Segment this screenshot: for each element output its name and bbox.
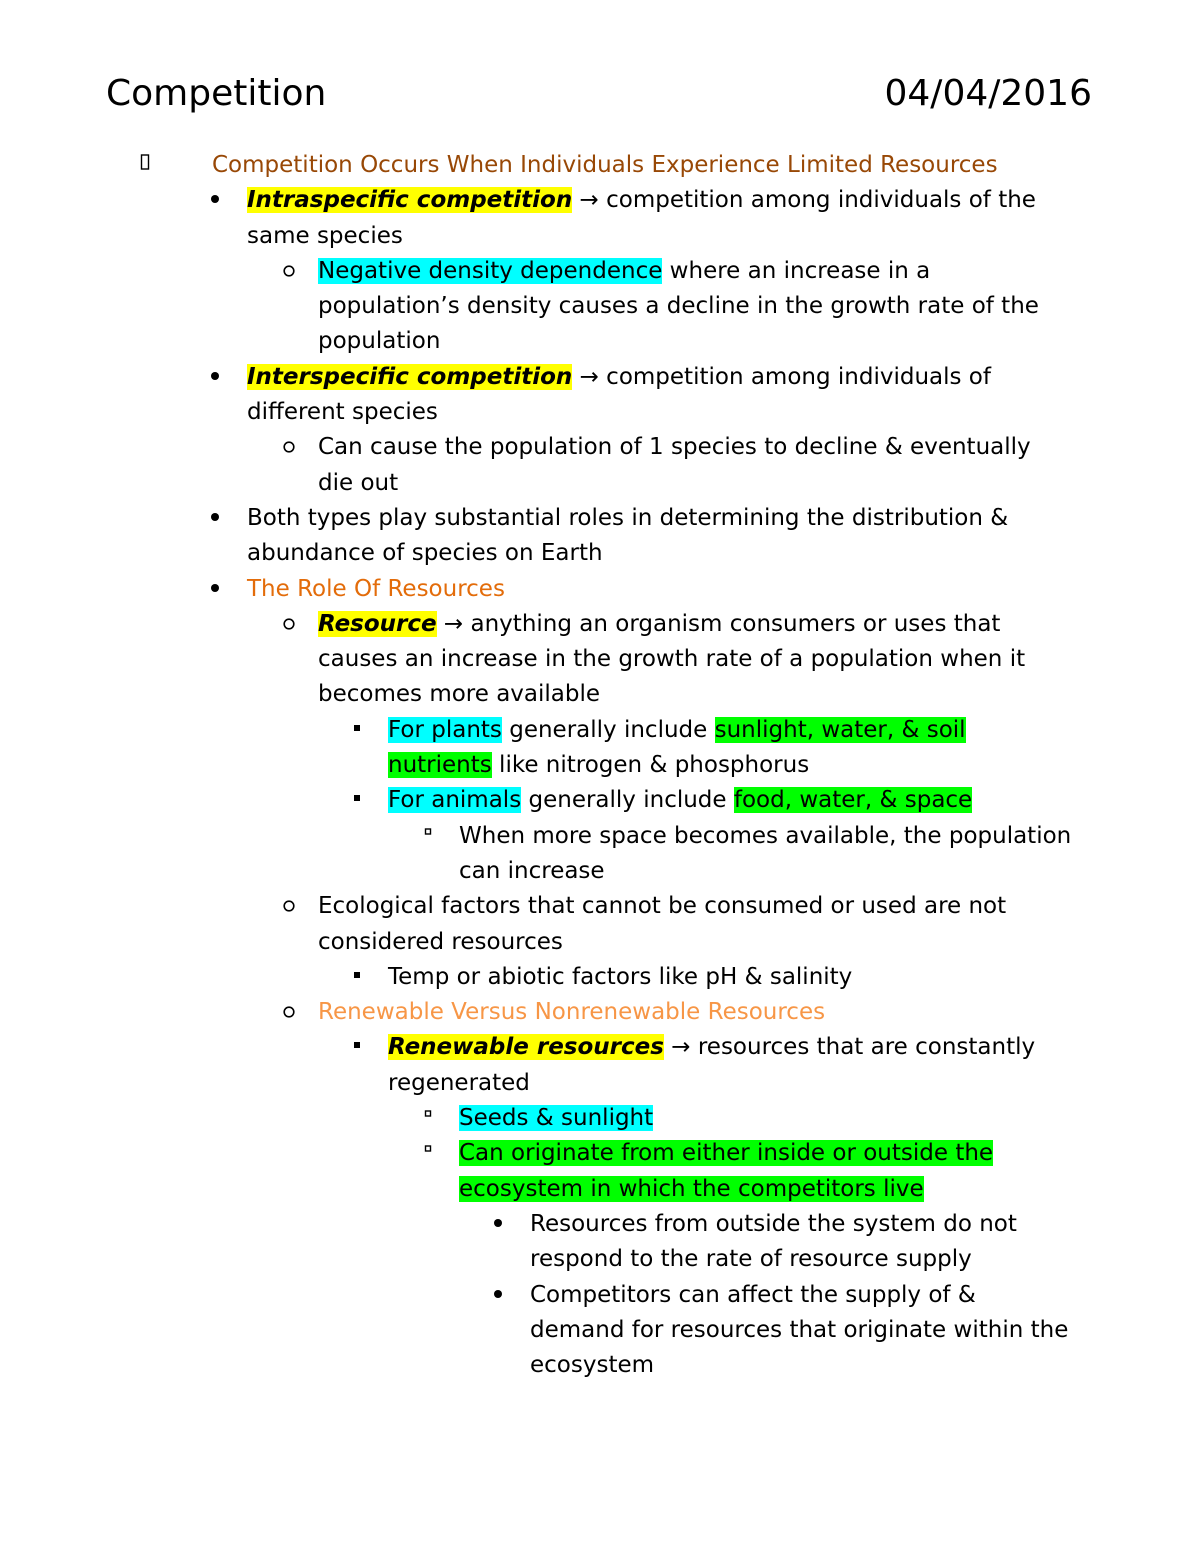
- originate-text: Can originate from either inside or outside the ecosystem in which the competitors live: [459, 1140, 994, 1202]
- definition-intraspecific: competition among individuals of the same species: [247, 187, 1036, 249]
- animals-mid: generally include: [521, 787, 734, 814]
- list-item-role-of-resources: [0, 572, 1072, 607]
- bullet-icon: [204, 183, 226, 218]
- term-negative-density: Negative density dependence: [318, 257, 663, 284]
- term-interspecific: Interspecific competition: [247, 363, 573, 390]
- arrow-icon: →: [579, 363, 599, 390]
- list-item-both-types: [0, 501, 1072, 572]
- list-item-interspecific: [0, 360, 1072, 431]
- bullet-icon: [204, 501, 226, 536]
- seeds-text: Seeds & sunlight: [459, 1105, 654, 1132]
- bullet-icon: [204, 572, 226, 607]
- arrow-icon: →: [671, 1034, 691, 1061]
- document-title: Competition: [106, 73, 327, 114]
- square-bullet-icon: [346, 783, 368, 818]
- list-item-outside-system: [0, 1207, 1072, 1278]
- term-resource: Resource: [318, 610, 437, 637]
- bullet-icon: [487, 1207, 509, 1242]
- circle-bullet-icon: [278, 889, 300, 924]
- renew-heading-text: Renewable Versus Nonrenewable Resources: [318, 999, 826, 1026]
- small-square-bullet-icon: [417, 1101, 439, 1136]
- list-item-temp: [0, 960, 1072, 995]
- circle-bullet-icon: [278, 995, 300, 1030]
- bullet-icon: [204, 360, 226, 395]
- small-square-bullet-icon: [417, 1136, 439, 1171]
- definition-renewable: resources that are constantly regenerated: [388, 1034, 1036, 1096]
- decline-text: Can cause the population of 1 species to decline & eventually die out: [318, 434, 1031, 496]
- plants-items: sunlight, water, & soil nutrients: [388, 716, 966, 779]
- list-item-competitors-affect: [0, 1278, 1072, 1384]
- role-heading-text: The Role Of Resources: [247, 575, 505, 602]
- plants-mid: generally include: [501, 716, 715, 743]
- outside-text: Resources from outside the system do not respond to the rate of resource supply: [530, 1210, 1017, 1273]
- temp-text: Temp or abiotic factors like pH & salinity: [388, 963, 853, 990]
- list-item-more-space: [0, 819, 1072, 890]
- square-bullet-icon: [346, 713, 368, 748]
- more-space-text: When more space becomes available, the population can increase: [459, 822, 1072, 884]
- list-item-decline: [0, 430, 1072, 501]
- square-bullet-icon: [346, 960, 368, 995]
- list-item-animals: [0, 783, 1072, 818]
- plants-tail: like nitrogen & phosphorus: [491, 752, 810, 779]
- outline-heading-competition: [0, 148, 1072, 183]
- document-date: 04/04/2016: [884, 73, 1092, 114]
- term-intraspecific: Intraspecific competition: [247, 187, 573, 214]
- list-item-ecological-factors: [0, 889, 1072, 960]
- notes-outline: [0, 148, 1200, 1383]
- list-item-plants: [0, 713, 1072, 784]
- ecological-text: Ecological factors that cannot be consumed or used are not considered resources: [318, 893, 1007, 955]
- list-item-resource: [0, 607, 1072, 713]
- circle-bullet-icon: [278, 254, 300, 289]
- animals-items: food, water, & space: [733, 787, 973, 814]
- square-bullet-icon: [346, 1030, 368, 1065]
- heading-text: Competition Occurs When Individuals Experience Limited Resources: [212, 152, 998, 178]
- circle-bullet-icon: [278, 430, 300, 465]
- competitors-text: Competitors can affect the supply of & demand for resources that originate within the ecosystem: [530, 1281, 1069, 1379]
- definition-interspecific: competition among individuals of different species: [247, 363, 991, 426]
- list-item-renewable-heading: [0, 995, 1072, 1030]
- arrow-icon: →: [443, 610, 464, 637]
- list-item-originate: [0, 1136, 1072, 1207]
- list-item-seeds: [0, 1101, 1072, 1136]
- plants-label: For plants: [388, 716, 502, 743]
- term-renewable: Renewable resources: [388, 1034, 664, 1061]
- small-square-bullet-icon: [417, 819, 439, 854]
- bullet-icon: [487, 1278, 509, 1313]
- list-item-intraspecific: [0, 183, 1072, 254]
- negative-density-text: where an increase in a population’s density causes a decline in the growth rate of the population: [318, 257, 1039, 355]
- animals-label: For animals: [388, 787, 522, 814]
- both-types-text: Both types play substantial roles in determining the distribution & abundance of species on Earth: [247, 504, 1009, 567]
- circle-bullet-icon: [278, 607, 300, 642]
- definition-resource: anything an organism consumers or uses that causes an increase in the growth rate of a population when it becomes more available: [318, 610, 1026, 708]
- arrow-icon: →: [579, 187, 599, 214]
- list-item-negative-density: [0, 254, 1072, 360]
- missing-glyph-icon: [134, 148, 156, 183]
- list-item-renewable-resources: [0, 1030, 1072, 1101]
